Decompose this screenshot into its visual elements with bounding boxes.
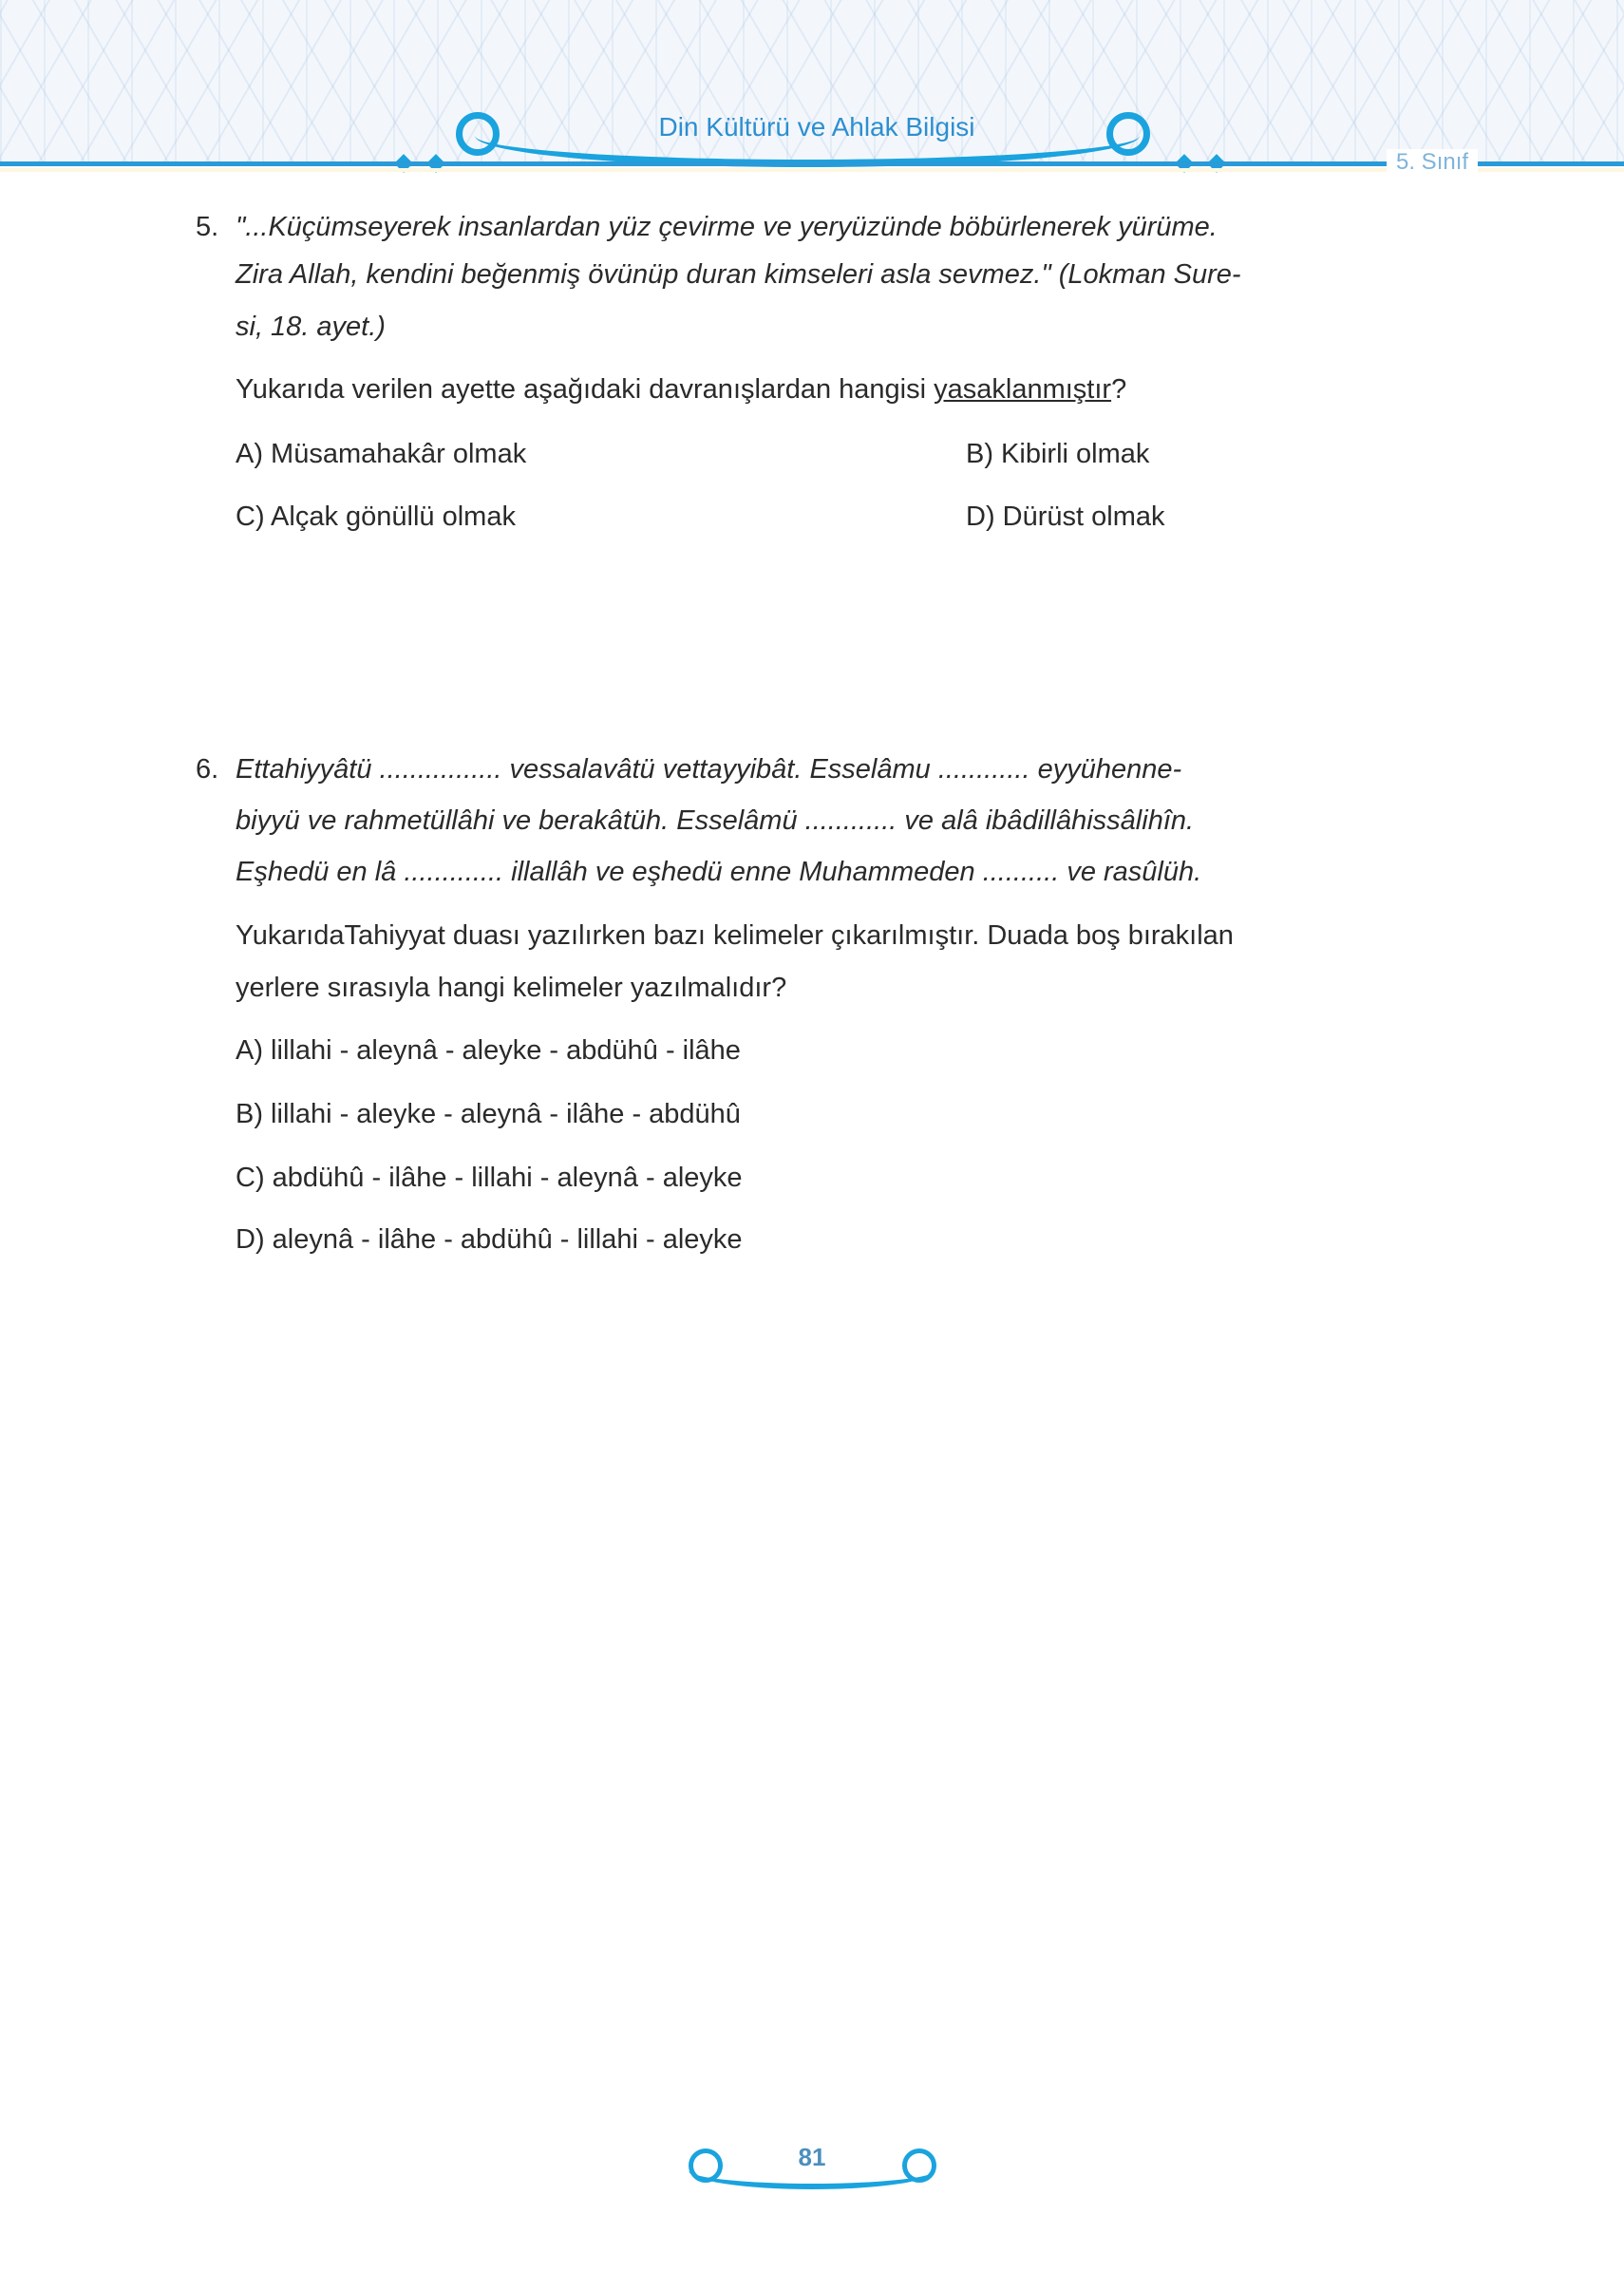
stem-emphasis: yasaklanmıştır: [934, 374, 1112, 405]
question-6-stem-line: yerlere sırasıyla hangi kelimeler yazılmalıdır?: [236, 973, 787, 1003]
option-b[interactable]: B) Kibirli olmak: [966, 439, 1150, 469]
option-d[interactable]: D) Dürüst olmak: [966, 502, 1165, 532]
question-5-quote-line: Zira Allah, kendini beğenmiş övünüp duran kimseleri asla sevmez." (Lokman Sure-: [236, 259, 1241, 290]
right-curl-ornament: [902, 2148, 936, 2183]
grade-label: 5. Sınıf: [1387, 149, 1478, 176]
left-curl-ornament: [689, 2148, 723, 2183]
question-6-text-line: Eşhedü en lâ ............. illallâh ve eşhedü enne Muhammeden .......... ve rasûlüh.: [236, 857, 1202, 887]
question-6-text-line: Ettahiyyâtü ................ vessalavâtü vettayyibât. Esselâmu ............ eyyühenne-: [236, 754, 1182, 785]
question-5-number: 5.: [196, 212, 219, 242]
option-d[interactable]: D) aleynâ - ilâhe - abdühû - lillahi - aleyke: [236, 1224, 743, 1255]
question-5-stem: [236, 373, 1126, 406]
header-rule: [0, 161, 1624, 166]
question-5-quote-line: si, 18. ayet.): [236, 312, 386, 342]
option-c[interactable]: C) abdühû - ilâhe - lillahi - aleynâ - aleyke: [236, 1163, 743, 1193]
option-a[interactable]: A) lillahi - aleynâ - aleyke - abdühû - ilâhe: [236, 1035, 741, 1066]
header-rule-accent: [0, 168, 1624, 172]
subject-title: Din Kültürü ve Ahlak Bilgisi: [658, 112, 975, 142]
question-5-quote-line: "...Küçümseyerek insanlardan yüz çevirme ve yeryüzünde böbürlenerek yürüme.: [236, 212, 1218, 242]
option-a[interactable]: A) Müsamahakâr olmak: [236, 439, 527, 469]
left-curl-ornament: [456, 112, 500, 156]
stem-text: Yukarıda verilen ayette aşağıdaki davranışlardan hangisi: [236, 374, 935, 405]
option-c[interactable]: C) Alçak gönüllü olmak: [236, 502, 516, 532]
page-number: 81: [798, 2143, 826, 2171]
option-b[interactable]: B) lillahi - aleyke - aleynâ - ilâhe - abdühû: [236, 1099, 741, 1129]
right-curl-ornament: [1106, 112, 1150, 156]
stem-suffix: ?: [1111, 374, 1127, 405]
question-6-text-line: biyyü ve rahmetüllâhi ve berakâtüh. Esselâmü ............ ve alâ ibâdillâhissâlihîn.: [236, 805, 1195, 836]
question-6-number: 6.: [196, 754, 219, 785]
question-6-stem-line: YukarıdaTahiyyat duası yazılırken bazı kelimeler çıkarılmıştır. Duada boş bırakılan: [236, 920, 1234, 951]
